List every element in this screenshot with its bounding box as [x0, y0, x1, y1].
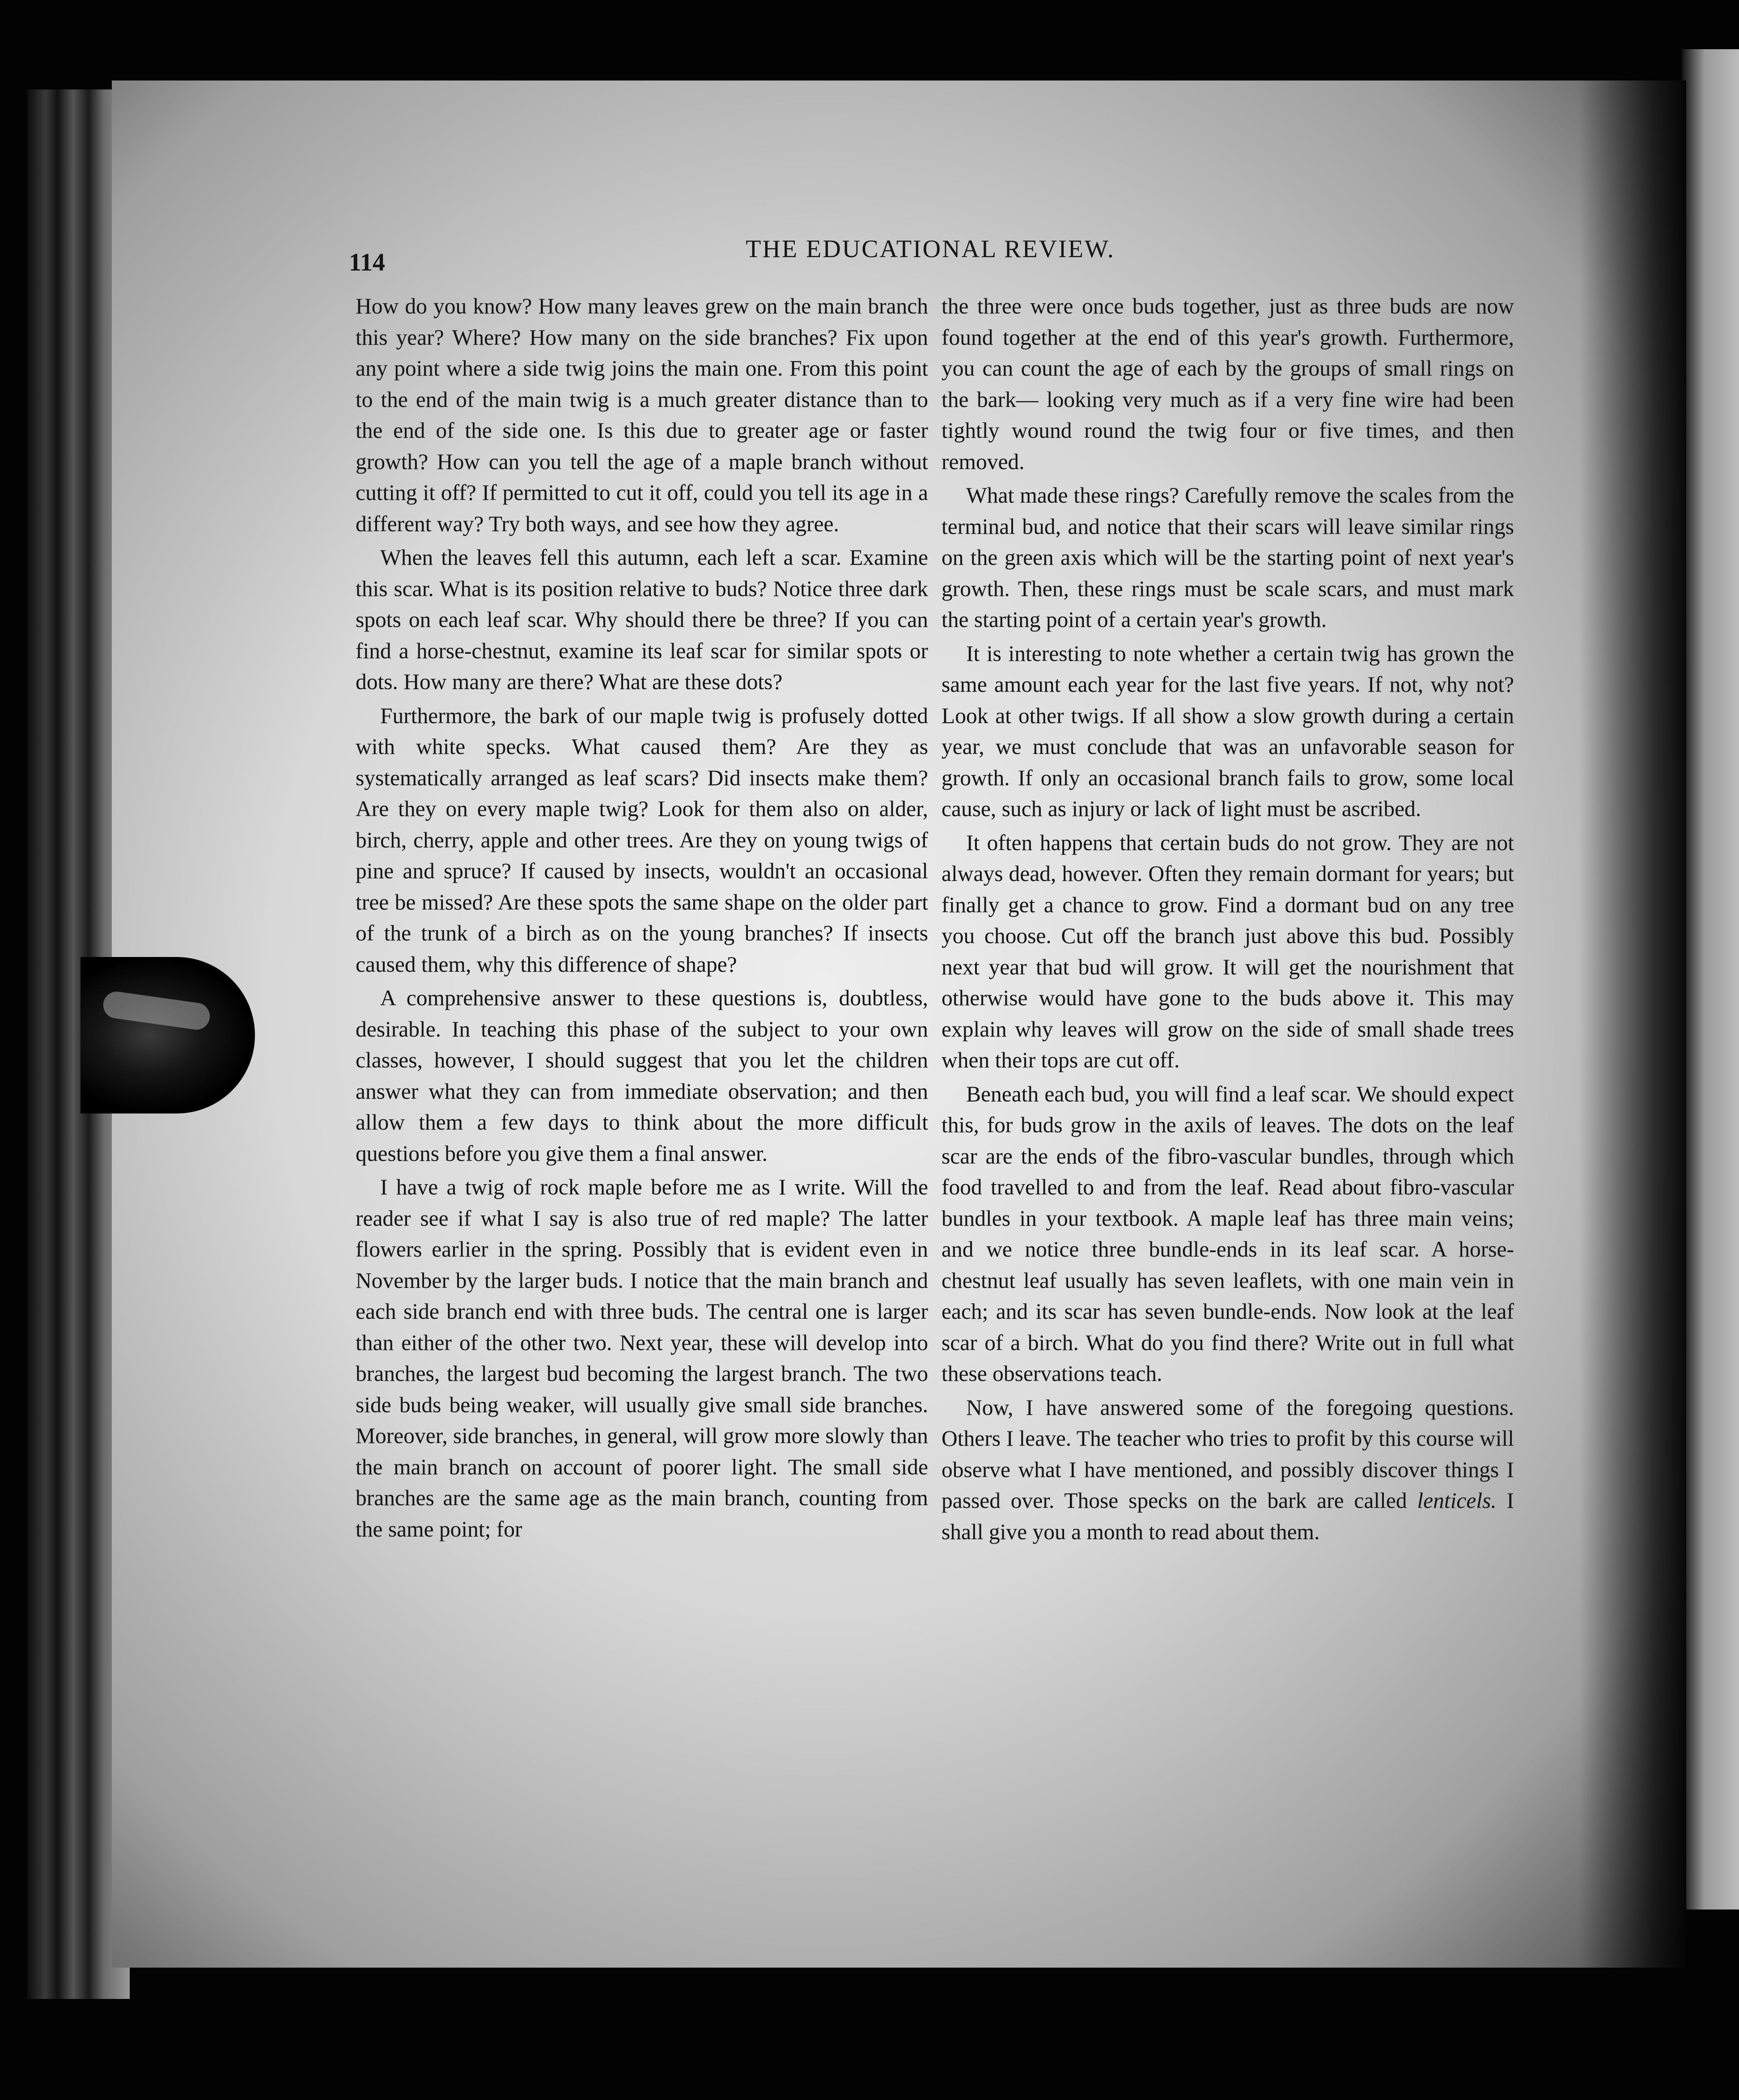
- paragraph: When the leaves fell this autumn, each left a scar. Examine this scar. What is its position relative to buds? Notice three dark spots on each leaf scar. Why should there be three? If you can find a horse-chestnut, examine its leaf scar for similar spots or dots. How many are there? What are these dots?: [356, 545, 928, 694]
- paragraph: A comprehensive answer to these questions is, doubtless, desirable. In teaching this phase of the subject to your own classes, however, I should suggest that you let the children answer what they can from immediate observation; and then allow them a few days to think about the more difficult questions before you give them a final answer.: [356, 986, 928, 1166]
- gutter-shadow: [1579, 80, 1686, 1968]
- left-column: [356, 291, 928, 1547]
- right-column: [942, 291, 1514, 1550]
- final-paragraph-tail: I shall give you a month to read about them.: [942, 1488, 1514, 1544]
- paragraph: the three were once buds together, just as three buds are now found together at the end of this year's growth. Furthermore, you can count the age of each by the groups of small rings on the bark— looking very much as if a very fine wire had been tightly wound round the twig four or five times, and then removed.: [942, 294, 1514, 474]
- facing-page-edge: [1682, 49, 1739, 1909]
- page-number: 114: [349, 249, 385, 276]
- paragraph: Furthermore, the bark of our maple twig is profusely dotted with white specks. What caused them? Are they as systematically arranged as leaf scars? Did insects make them? Are they on every maple twig? Look for them also on alder, birch, cherry, apple and other trees. Are they on young twigs of pine and spruce? If caused by insects, wouldn't an occasional tree be missed? Are these spots the same shape on the older part of the trunk of a birch as on the young branches? If insects caused them, why this difference of shape?: [356, 703, 928, 977]
- lenticels-term: lenticels.: [1417, 1488, 1497, 1513]
- paragraph: What made these rings? Carefully remove the scales from the terminal bud, and notice that their scars will leave similar rings on the green axis which will be the starting point of next year's growth. Then, these rings must be scale scars, and must mark the starting point of a certain year's growth.: [942, 483, 1514, 632]
- thumb-holding-page: [81, 957, 255, 1114]
- paragraph: Beneath each bud, you will find a leaf scar. We should expect this, for buds grow in the axils of leaves. The dots on the leaf scar are the ends of the fibro-vascular bundles, through which food travelled to and from the leaf. Read about fibro-vascular bundles in your textbook. A maple leaf has three main veins; and we notice three bundle-ends in its leaf scar. A horse-chestnut leaf usually has seven leaflets, with one main vein in each; and its scar has seven bundle-ends. Now look at the leaf scar of a birch. What do you find there? Write out in full what these observations teach.: [942, 1081, 1514, 1386]
- running-head: THE EDUCATIONAL REVIEW.: [746, 235, 1115, 263]
- final-paragraph: [942, 1392, 1514, 1548]
- paragraph: I have a twig of rock maple before me as I write. Will the reader see if what I say is also true of red maple? The latter flowers earlier in the spring. Possibly that is evident even in November by the larger buds. I notice that the main branch and each side branch end with three buds. The central one is larger than either of the other two. Next year, these will develop into branches, the largest bud becoming the largest branch. The two side buds being weaker, will usually give small side branches. Moreover, side branches, in general, will grow more slowly than the main branch on account of poorer light. The small side branches are the same age as the main branch, counting from the same point; for: [356, 1175, 928, 1541]
- paragraph: How do you know? How many leaves grew on the main branch this year? Where? How many on the side branches? Fix upon any point where a side twig joins the main one. From this point to the end of the main twig is a much greater distance than to the end of the side one. Is this due to greater age or faster growth? How can you tell the age of a maple branch without cutting it off? If permitted to cut it off, could you tell its age in a different way? Try both ways, and see how they agree.: [356, 294, 928, 536]
- paragraph: It often happens that certain buds do not grow. They are not always dead, however. Often they remain dormant for years; but finally get a chance to grow. Find a dormant bud on any tree you choose. Cut off the branch just above this bud. Possibly next year that bud will grow. It will get the nourishment that otherwise would have gone to the buds above it. This may explain why leaves will grow on the side of small shade trees when their tops are cut off.: [942, 830, 1514, 1072]
- final-paragraph-text: Now, I have answered some of the foregoing questions. Others I leave. The teacher who tries to profit by this course will observe what I have mentioned, and possibly discover things I passed over. Those specks on the bark are called: [942, 1395, 1514, 1513]
- paragraph: It is interesting to note whether a certain twig has grown the same amount each year for the last five years. If not, why not? Look at other twigs. If all show a slow growth during a certain year, we must conclude that was an unfavorable season for growth. If only an occasional branch fails to grow, some local cause, such as injury or lack of light must be ascribed.: [942, 641, 1514, 821]
